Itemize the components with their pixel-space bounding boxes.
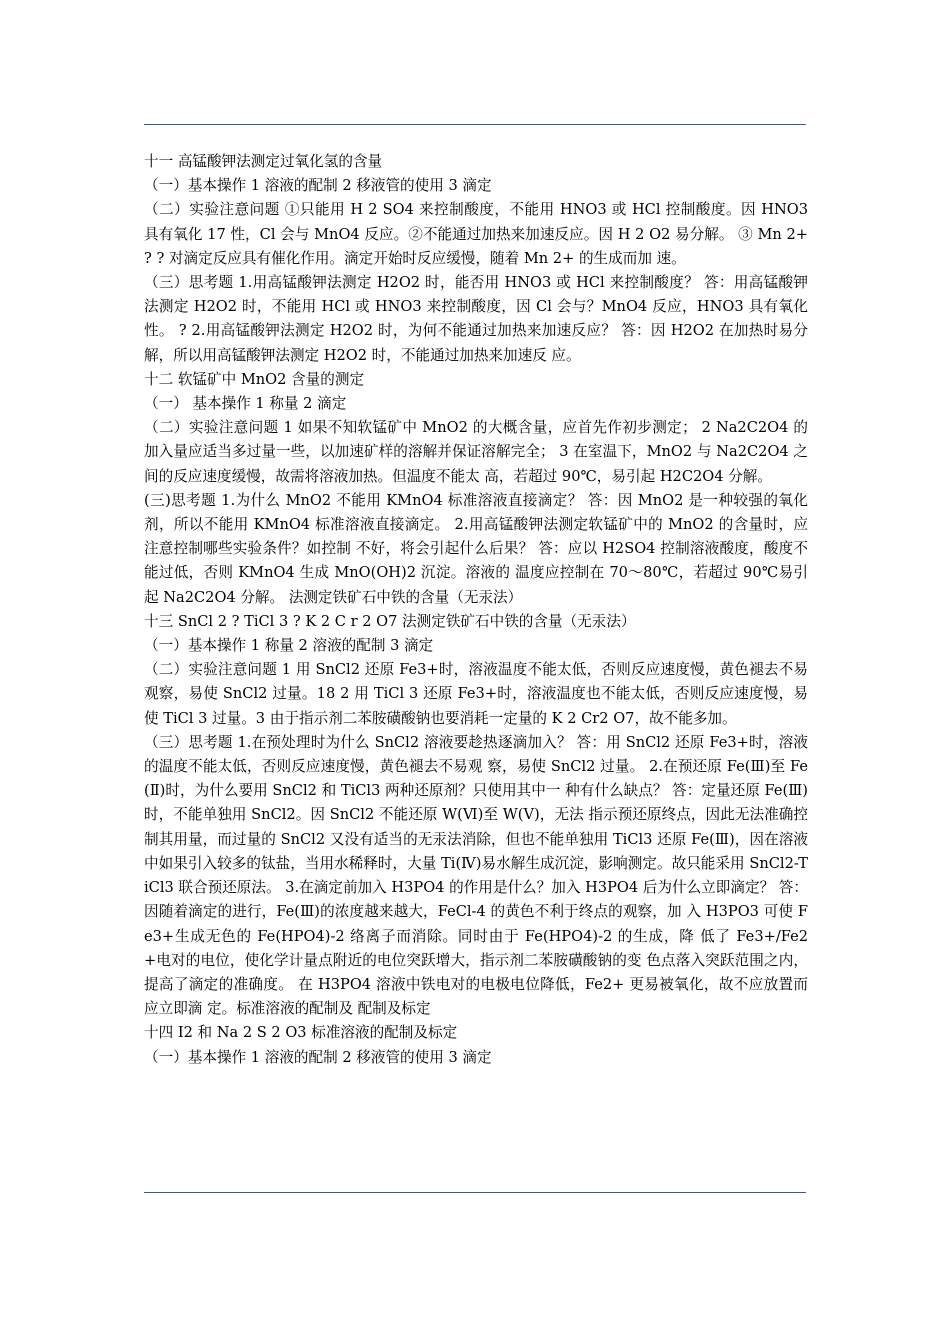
section-heading: 十一 高锰酸钾法测定过氧化氢的含量 [144,153,383,170]
section-heading: 十三 SnCl 2 ? TiCl 3 ? K 2 C r 2 O7 法测定铁矿石中铁的含量（无汞法） [144,612,636,630]
document-body [144,150,808,1070]
paragraph: （一）基本操作 1 溶液的配制 2 移液管的使用 3 滴定 [144,177,492,195]
paragraph: （一） 基本操作 1 称量 2 滴定 [144,395,347,413]
paragraph: （二）实验注意问题 ①只能用 H 2 SO4 来控制酸度，不能用 HNO3 或 HCl 控制酸度。因 HNO3 具有氧化 17 性，Cl 会与 MnO4 反应。②不能通过加热来加速反应。因 H 2 O2 易分解。 ③ Mn 2+ ? ? 对滴定反应具有催化作用。滴定开始时反应缓慢，随着 Mn 2+ 的生成而加 速。 [144,201,808,267]
paragraph: (三)思考题 1.为什么 MnO2 不能用 KMnO4 标准溶液直接滴定？ 答：因 MnO2 是一种较强的氧化剂，所以不能用 KMnO4 标准溶液直接滴定。 2.用高锰酸钾法测定软锰矿中的 MnO2 的含量时，应注意控制哪些实验条件？如控制 不好，将会引起什么后果？ 答：应以 H2SO4 控制溶液酸度，酸度不能过低，否则 KMnO4 生成 MnO(OH)2 沉淀。溶液的 温度应控制在 70～80℃，若超过 90℃易引起 Na2C2O4 分解。 法测定铁矿石中铁的含量（无汞法） [144,491,808,606]
paragraph: （二）实验注意问题 1 如果不知软锰矿中 MnO2 的大概含量，应首先作初步测定； 2 Na2C2O4 的加入量应适当多过量一些，以加速矿样的溶解并保证溶解完全； 3 在室温下，MnO2 与 Na2C2O4 之间的反应速度缓慢，故需将溶液加热。但温度不能太 高，若超过 90℃，易引起 H2C2O4 分解。 [144,419,808,485]
paragraph: （三）思考题 1.在预处理时为什么 SnCl2 溶液要趁热逐滴加入？ 答：用 SnCl2 还原 Fe3+时，溶液的温度不能太低，否则反应速度慢，黄色褪去不易观 察，易使 SnCl2 过量。 2.在预还原 Fe(Ⅲ)至 Fe(Ⅱ)时，为什么要用 SnCl2 和 TiCl3 两种还原剂？只使用其中一 种有什么缺点？ 答：定量还原 Fe(Ⅲ)时，不能单独用 SnCl2。因 SnCl2 不能还原 W(Ⅵ)至 W(Ⅴ)，无法 指示预还原终点，因此无法准确控制其用量，而过量的 SnCl2 又没有适当的无汞法消除，但也不能单独用 TiCl3 还原 Fe(Ⅲ)，因在溶液中如果引入较多的钛盐，当用水稀释时，大量 Ti(Ⅳ)易水解生成沉淀，影响测定。故只能采用 SnCl2-TiCl3 联合预还原法。 3.在滴定前加入 H3PO4 的作用是什么？加入 H3PO4 后为什么立即滴定？ 答：因随着滴定的进行，Fe(Ⅲ)的浓度越来越大，FeCl-4 的黄色不利于终点的观察，加 入 H3PO3 可使 Fe3+生成无色的 Fe(HPO4)-2 络离子而消除。同时由于 Fe(HPO4)-2 的生成，降 低了 Fe3+/Fe2+电对的电位，使化学计量点附近的电位突跃增大，指示剂二苯胺磺酸钠的变 色点落入突跃范围之内，提高了滴定的准确度。 在 H3PO4 溶液中铁电对的电极电位降低，Fe2+ 更易被氧化，故不应放置而应立即滴 定。标准溶液的配制及 配制及标定 [144,733,808,1018]
paragraph: （一）基本操作 1 溶液的配制 2 移液管的使用 3 滴定 [144,1048,492,1066]
section-heading: 十四 I2 和 Na 2 S 2 O3 标准溶液的配制及标定 [144,1024,458,1042]
section-heading: 十二 软锰矿中 MnO2 含量的测定 [144,370,365,388]
paragraph: （三）思考题 1.用高锰酸钾法测定 H2O2 时，能否用 HNO3 或 HCl 来控制酸度？ 答：用高锰酸钾法测定 H2O2 时，不能用 HCl 或 HNO3 来控制酸度，因 Cl 会与？MnO4 反应，HNO3 具有氧化性。 ? 2.用高锰酸钾法测定 H2O2 时，为何不能通过加热来加速反应？ 答：因 H2O2 在加热时易分解，所以用高锰酸钾法测定 H2O2 时，不能通过加热来加速反 应。 [144,274,808,364]
footer-rule [144,1192,806,1193]
header-rule [144,124,806,125]
paragraph: （二）实验注意问题 1 用 SnCl2 还原 Fe3+时，溶液温度不能太低，否则反应速度慢，黄色褪去不易观察，易使 SnCl2 过量。18 2 用 TiCl 3 还原 Fe3+时，溶液温度也不能太低，否则反应速度慢，易使 TiCl 3 过量。3 由于指示剂二苯胺磺酸钠也要消耗一定量的 K 2 Cr2 O7，故不能多加。 [144,661,808,727]
paragraph: （一）基本操作 1 称量 2 溶液的配制 3 滴定 [144,637,434,655]
